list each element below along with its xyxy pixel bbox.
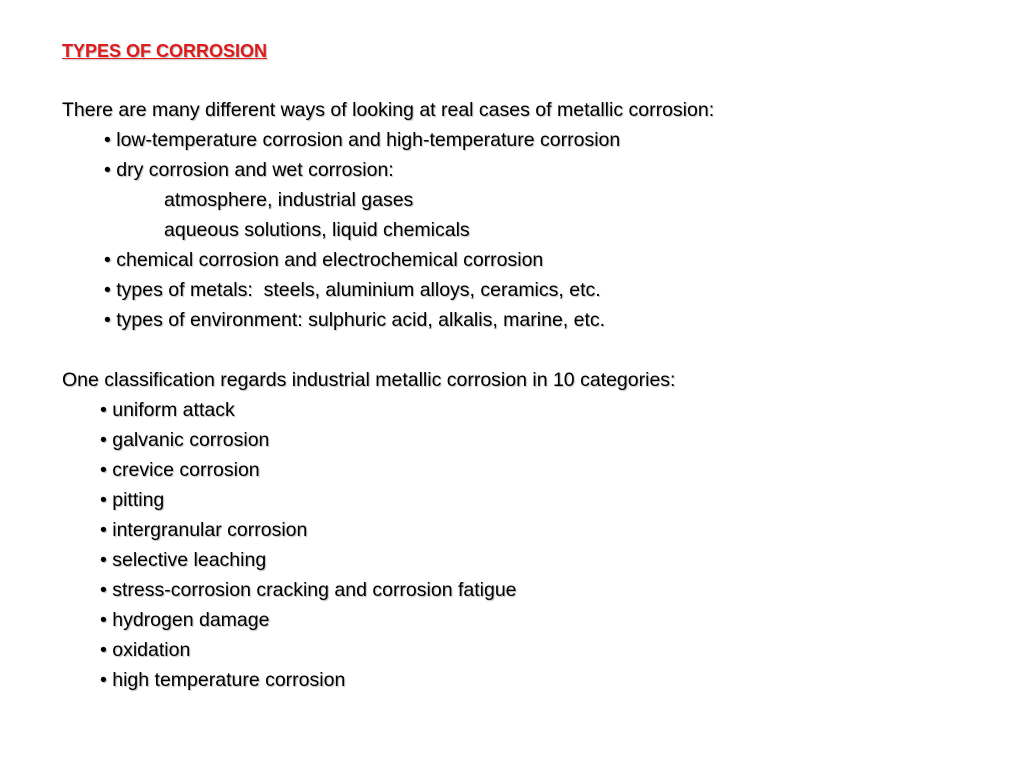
category-item: • crevice corrosion xyxy=(100,459,260,481)
ways-subitem: aqueous solutions, liquid chemicals xyxy=(164,219,470,241)
category-item: • pitting xyxy=(100,489,165,511)
intro-classification: One classification regards industrial metallic corrosion in 10 categories: xyxy=(62,369,676,391)
category-item: • selective leaching xyxy=(100,549,267,571)
ways-item: • chemical corrosion and electrochemical corrosion xyxy=(104,249,544,271)
category-item: • stress-corrosion cracking and corrosion fatigue xyxy=(100,579,517,601)
slide-title: TYPES OF CORROSION xyxy=(62,41,268,61)
ways-item: • dry corrosion and wet corrosion: xyxy=(104,159,394,181)
category-item: • uniform attack xyxy=(100,399,235,421)
category-item: • oxidation xyxy=(100,639,191,661)
ways-item: • types of environment: sulphuric acid, alkalis, marine, etc. xyxy=(104,309,606,331)
ways-item: • types of metals: steels, aluminium alloys, ceramics, etc. xyxy=(104,279,601,301)
category-item: • hydrogen damage xyxy=(100,609,270,631)
category-item: • galvanic corrosion xyxy=(100,429,270,451)
ways-item: • low-temperature corrosion and high-temperature corrosion xyxy=(104,129,621,151)
ways-subitem: atmosphere, industrial gases xyxy=(164,189,414,211)
intro-ways: There are many different ways of looking at real cases of metallic corrosion: xyxy=(62,99,715,121)
category-item: • intergranular corrosion xyxy=(100,519,308,541)
category-item: • high temperature corrosion xyxy=(100,669,346,691)
